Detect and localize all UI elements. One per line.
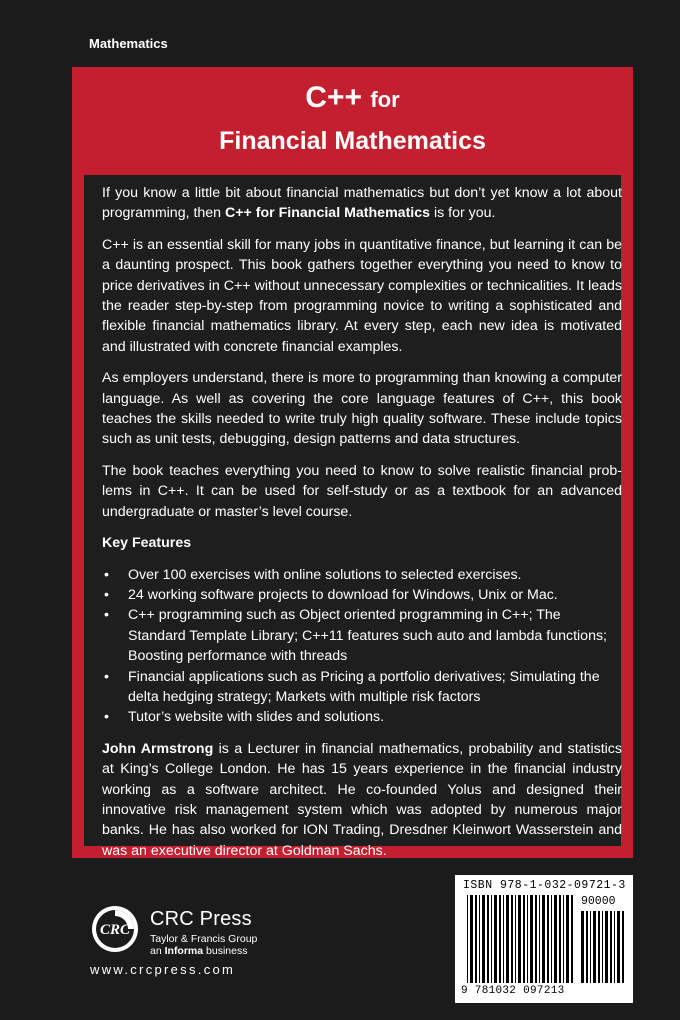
barcode-bar [563,895,564,983]
barcode-bar [491,895,492,983]
barcode-bar [586,911,588,983]
crc-logo-icon [90,904,140,954]
barcode [455,875,633,1003]
feature-item: • C++ programming such as Object oriented programming in C++; The Standard Template Library; C++11 features such auto and lambda functions; Boosting performance with threads [102,605,622,666]
barcode-bar [511,895,513,983]
barcode-bar [610,911,612,983]
intro-paragraph [102,183,622,224]
ean-digits: 9 781032 097213 [461,985,565,997]
barcode-bar [482,895,485,983]
key-features-list [102,565,622,728]
barcode-bar [598,911,600,983]
barcode-bar [571,895,573,983]
barcode-bar [494,895,497,983]
barcode-bar [547,895,549,983]
barcode-bar [523,895,525,983]
logo-letters: CRC [99,922,131,938]
isbn-text: ISBN 978-1-032-09721-3 [463,879,626,892]
barcode-bar [475,895,477,983]
barcode-bar [590,911,591,983]
publisher-business [150,945,257,957]
barcode-bar [487,895,489,983]
title-for: for [370,87,400,112]
cover-panel [72,67,633,858]
intro-text: If you know a little bit about financial mathematics but don’t yet know a lot about programming, then [102,185,622,222]
barcode-bar [602,911,603,983]
publisher-website: www.crcpress.com [90,962,236,977]
category-label: Mathematics [89,36,168,51]
business-bold: Informa [164,945,204,957]
barcode-bar [530,895,533,983]
barcode-bar [506,895,509,983]
intro-text-end: is for you. [430,205,496,222]
barcode-bar [617,911,620,983]
price-code: 90000 [581,895,616,908]
barcode-bar [479,895,480,983]
barcode-bar [614,911,615,983]
publisher-block [150,908,257,957]
isbn-barcode-bars [467,895,577,983]
business-prefix: an [150,945,165,957]
author-bio [102,739,622,861]
barcode-bar [542,895,545,983]
barcode-bar [503,895,504,983]
barcode-bar [593,911,596,983]
barcode-bar [527,895,528,983]
paragraph-3: As employers understand, there is more to programming than knowing a computer language. As well as covering the core language features of C++, this book teaches the skills needed to write truly high quality software. These include topics such as unit tests, debugging, design patterns and data structures. [102,370,622,448]
paragraph-4: The book teaches everything you need to know to solve realistic financial problems in C++. It can be used for self-study or as a textbook for an advanced undergraduate or master’s level course. [102,462,622,520]
barcode-bar [535,895,537,983]
feature-item: • 24 working software projects to download for Windows, Unix or Mac. [102,585,622,605]
paragraph-2: C++ is an essential skill for many jobs in quantitative finance, but learning it can be a daunting prospect. This book gathers together everything you need to know to price derivatives in C++ without unnecessary complexities or technicalities. It leads the reader step-by-step from programming novice to writing a sophisticated and flexible financial mathematics library. At every step, each new idea is motivated and illustrated with concrete financial examples. [102,236,622,355]
publisher-name: CRC Press [150,908,252,930]
barcode-bar [470,895,473,983]
key-features-heading: Key Features [102,535,192,552]
barcode-bar [539,895,540,983]
description-text [102,183,622,872]
barcode-bar [566,895,569,983]
feature-item: • Financial applications such as Pricing a portfolio derivatives; Simulating the delta hedging strategy; Markets with multiple risk factors [102,667,622,708]
book-title-line1 [72,81,633,115]
barcode-bar [499,895,501,983]
author-bio-text: is a Lecturer in financial mathematics, probability and statistics at King’s College London. He has 15 years experience in the financial industry working as a software architect. He co-founded Yolus and designed their innovative risk management system which was adopted by numerous major banks. He has also worked for ION Trading, Dresdner Kleinwort Wasserstein and was an executive director at Goldman Sachs. [102,740,622,859]
barcode-bar [559,895,561,983]
intro-book-title: C++ for Financial Mathematics [225,205,431,222]
feature-item: • Tutor’s website with slides and solutions. [102,707,622,727]
barcode-bar [467,895,468,983]
barcode-bar [554,895,557,983]
feature-item: • Over 100 exercises with online solutions to selected exercises. [102,565,622,585]
description-box [84,175,622,859]
barcode-bar [515,895,516,983]
barcode-bar [581,911,584,983]
barcode-bar [518,895,521,983]
title-cpp: C++ [305,81,363,114]
barcode-bar [622,911,624,983]
barcode-bar [605,911,608,983]
publisher-group: Taylor & Francis Group [150,933,258,945]
author-name: John Armstrong [102,740,214,757]
book-title-line2: Financial Mathematics [219,127,486,155]
barcode-bar [551,895,552,983]
business-suffix: business [203,945,248,957]
price-barcode-bars [581,911,625,983]
